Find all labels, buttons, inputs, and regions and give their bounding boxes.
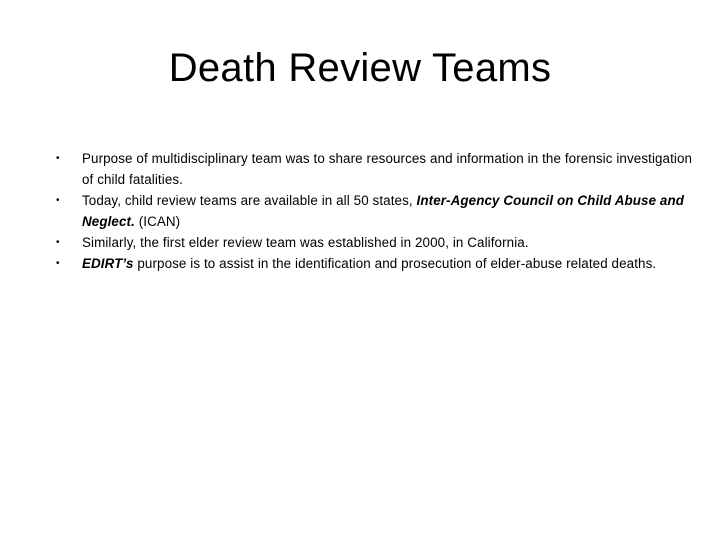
bullet-emphasis: EDIRT’s [82, 256, 134, 271]
bullet-text: Purpose of multidisciplinary team was to share resources and information in the forensic investigation of child fatalities. [82, 151, 693, 187]
bullet-text: Similarly, the first elder review team was established in 2000, in California. [82, 235, 529, 250]
list-item [50, 148, 700, 190]
bullet-text-suffix: (ICAN) [134, 214, 181, 229]
bullet-list [50, 148, 700, 274]
bullet-emphasis: Inter-Agency Council on Child Abuse and Neglect. [82, 193, 685, 229]
bullet-text-suffix: purpose is to assist in the identification and prosecution of elder-abuse related deaths. [133, 256, 657, 271]
bullet-icon: • [56, 195, 60, 206]
list-item [50, 232, 700, 253]
bullet-icon: • [56, 237, 60, 248]
list-item [50, 253, 700, 274]
bullet-text: Today, child review teams are available in all 50 states, [82, 193, 417, 208]
slide-title: Death Review Teams [168, 46, 552, 90]
list-item [50, 190, 700, 232]
bullet-icon: • [56, 258, 60, 269]
bullet-icon: • [56, 153, 60, 164]
